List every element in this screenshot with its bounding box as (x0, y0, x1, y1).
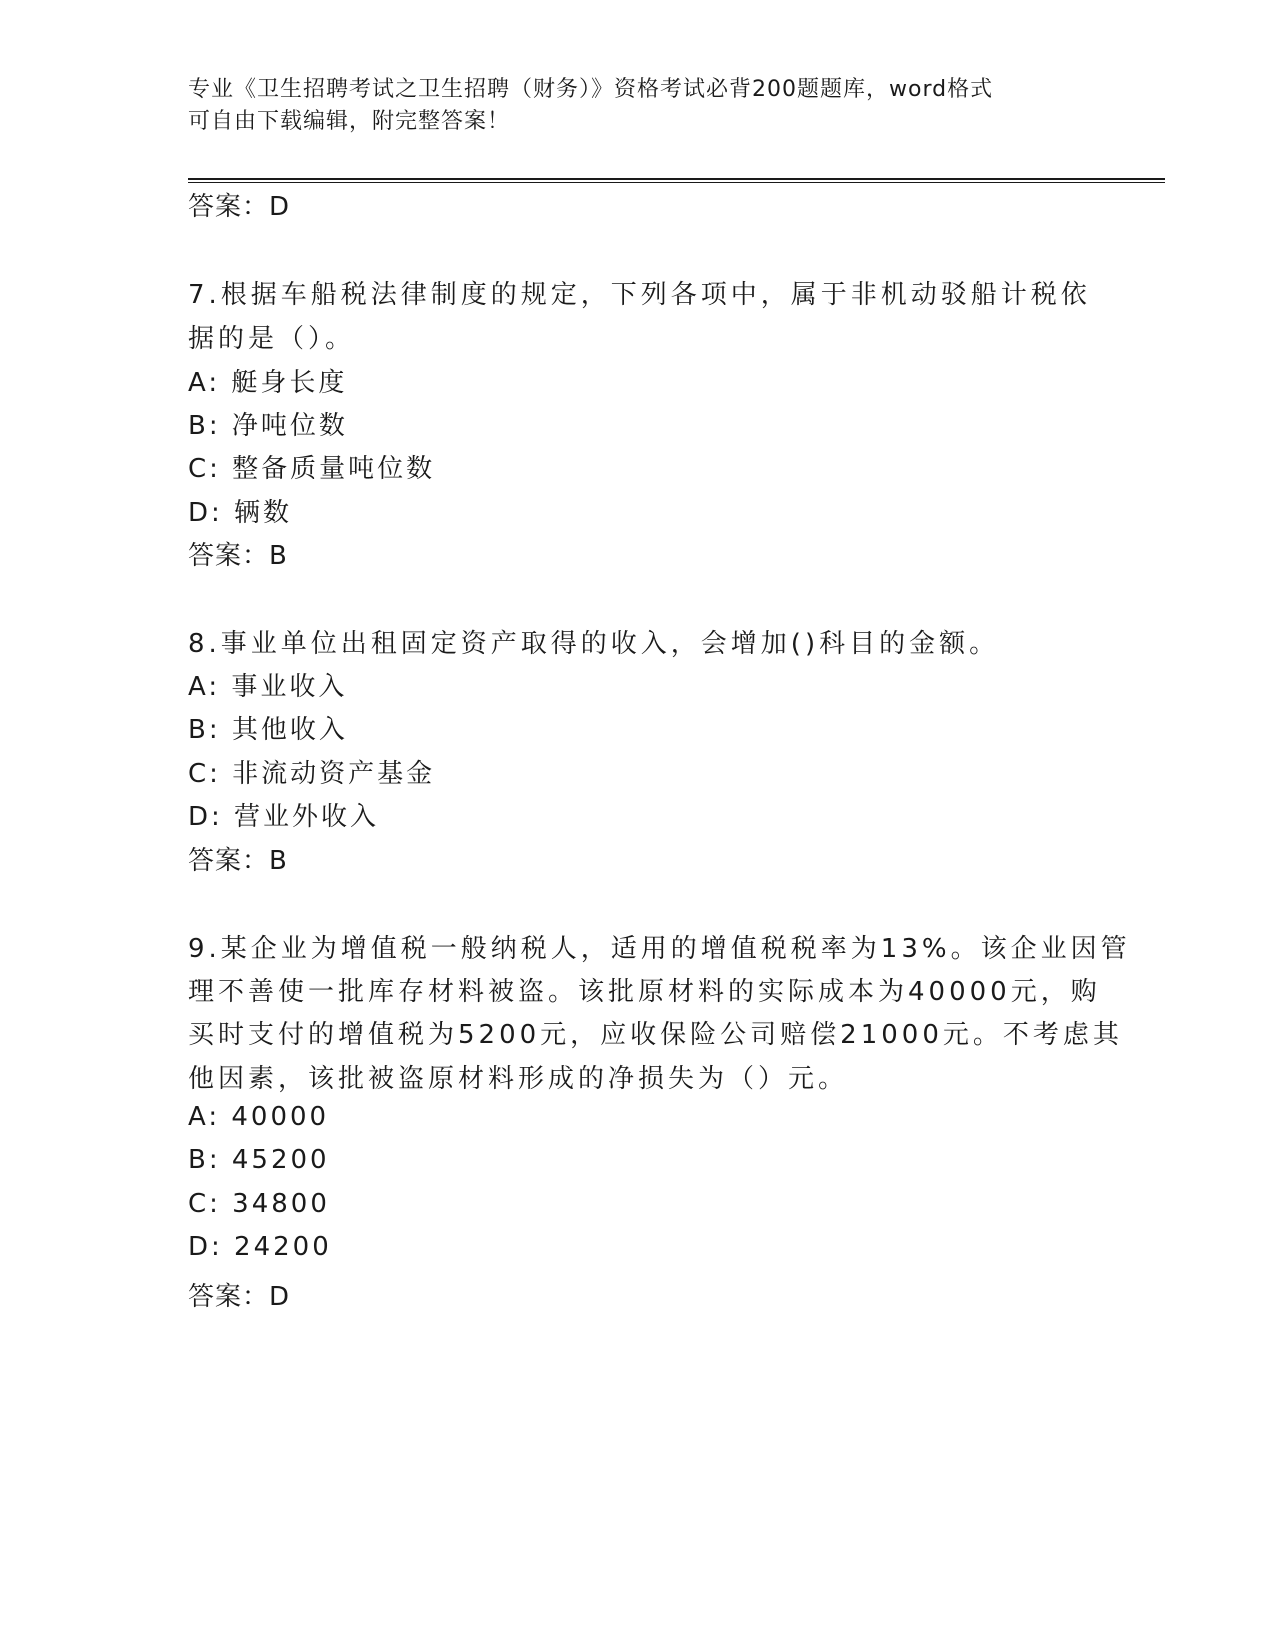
question-7-option-d: D: 辆数 (188, 498, 293, 528)
header-title-line-2: 可自由下载编辑，附完整答案！ (188, 109, 511, 134)
question-9-option-b: B: 45200 (188, 1145, 330, 1175)
previous-answer: 答案：D (188, 192, 291, 222)
question-8-text-line-1: 8.事业单位出租固定资产取得的收入，会增加()科目的金额。 (188, 629, 1000, 659)
question-9-text-line-2: 理不善使一批库存材料被盗。该批原材料的实际成本为40000元，购 (188, 977, 1101, 1007)
question-7-option-b: B: 净吨位数 (188, 411, 348, 441)
question-7-option-a: A: 艇身长度 (188, 368, 348, 398)
question-9-text-line-1: 9.某企业为增值税一般纳税人，适用的增值税税率为13%。该企业因管 (188, 934, 1131, 964)
question-8-option-c: C: 非流动资产基金 (188, 759, 436, 789)
question-9-option-c: C: 34800 (188, 1189, 330, 1219)
question-9-option-a: A: 40000 (188, 1102, 330, 1132)
question-7-text-line-2: 据的是（）。 (188, 324, 356, 354)
question-7-answer: 答案：B (188, 541, 288, 571)
question-7-option-c: C: 整备质量吨位数 (188, 454, 436, 484)
question-8-option-a: A: 事业收入 (188, 672, 348, 702)
question-9-text-line-4: 他因素，该批被盗原材料形成的净损失为（）元。 (188, 1064, 849, 1094)
header-title-line-1: 专业《卫生招聘考试之卫生招聘（财务）》资格考试必背200题题库，word格式 (188, 77, 994, 102)
header-divider (188, 178, 1165, 183)
question-9-option-d: D: 24200 (188, 1232, 332, 1262)
question-7-text-line-1: 7.根据车船税法律制度的规定，下列各项中，属于非机动驳船计税依 (188, 280, 1091, 310)
question-8-option-b: B: 其他收入 (188, 715, 348, 745)
question-9-text-line-3: 买时支付的增值税为5200元，应收保险公司赔偿21000元。不考虑其 (188, 1020, 1123, 1050)
question-9-answer: 答案：D (188, 1282, 291, 1312)
question-8-answer: 答案：B (188, 846, 288, 876)
question-8-option-d: D: 营业外收入 (188, 802, 380, 832)
document-header (188, 74, 1088, 138)
